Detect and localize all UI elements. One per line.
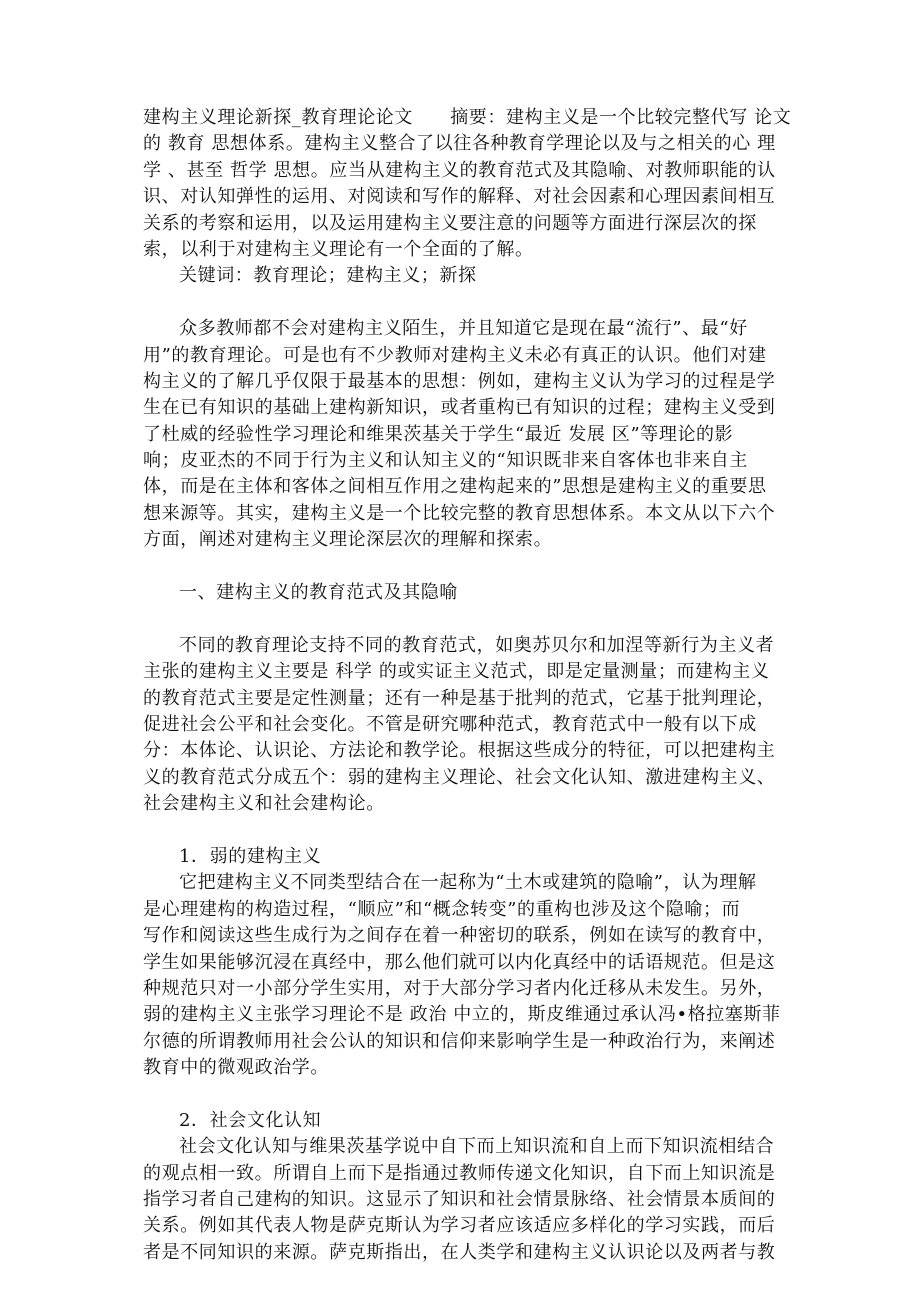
text-line: 弱的建构主义主张学习理论不是 政治 中立的，斯皮维通过承认冯•格拉塞斯菲 xyxy=(143,1004,781,1026)
text-line: 体，而是在主体和客体之间相互作用之建构起来的”思想是建构主义的重要思 xyxy=(143,476,767,498)
text-line: 者是不同知识的来源。萨克斯指出，在人类学和建构主义认识论以及两者与教 xyxy=(143,1241,776,1263)
text-line: 教育中的微观政治学。 xyxy=(143,1057,329,1079)
text-line: 学 、甚至 哲学 思想。应当从建构主义的教育范式及其隐喻、对教师职能的认 xyxy=(143,159,776,181)
text-line: 索，以利于对建构主义理论有一个全面的了解。 xyxy=(143,238,534,260)
text-line: 关系的考察和运用，以及运用建构主义要注意的问题等方面进行深层次的探 xyxy=(143,212,757,234)
subsection-heading: 1．弱的建构主义 xyxy=(179,845,322,867)
text-line: 是心理建构的构造过程，“顺应”和“概念转变”的重构也涉及这个隐喻；而 xyxy=(143,898,741,920)
text-line: 不同的教育理论支持不同的教育范式，如奥苏贝尔和加涅等新行为主义者 xyxy=(179,634,775,656)
subsection1-paragraph xyxy=(143,870,783,1081)
text-line: 的观点相一致。所谓自上而下是指通过教师传递文化知识，自下而上知识流是 xyxy=(143,1162,776,1184)
text-line: 众多教师都不会对建构主义陌生，并且知道它是现在最“流行”、最“好 xyxy=(179,318,748,340)
spacer xyxy=(143,290,783,316)
text-line: 了杜威的经验性学习理论和维果茨基关于学生“最近 发展 区”等理论的影 xyxy=(143,423,734,445)
text-line: 义的教育范式分成五个：弱的建构主义理论、社会文化认知、激进建构主义、 xyxy=(143,766,776,788)
text-line: 主张的建构主义主要是 科学 的或实证主义范式，即是定量测量；而建构主义 xyxy=(143,661,770,683)
text-line: 生在已有知识的基础上建构新知识，或者重构已有知识的过程；建构主义受到 xyxy=(143,397,776,419)
section-heading: 一、建构主义的教育范式及其隐喻 xyxy=(179,582,458,604)
spacer xyxy=(143,606,783,632)
document-page xyxy=(143,105,792,1266)
text-line: 写作和阅读这些生成行为之间存在着一种密切的联系，例如在读写的教育中， xyxy=(143,925,776,947)
text-line: 构主义的了解几乎仅限于最基本的思想：例如，建构主义认为学习的过程是学 xyxy=(143,370,776,392)
subsection2-paragraph xyxy=(143,1134,783,1266)
spacer xyxy=(143,554,783,580)
text-line: 尔德的所谓教师用社会公认的知识和信仰来影响学生是一种政治行为，来阐述 xyxy=(143,1030,776,1052)
text-line: 响；皮亚杰的不同于行为主义和认知主义的“知识既非来自客体也非来自主 xyxy=(143,450,748,472)
text-line: 用”的教育理论。可是也有不少教师对建构主义未必有真正的认识。他们对建 xyxy=(143,344,767,366)
subsection-heading: 2．社会文化认知 xyxy=(179,1109,322,1131)
spacer xyxy=(143,818,783,844)
text-line: 社会建构主义和社会建构论。 xyxy=(143,793,385,815)
text-line: 分：本体论、认识论、方法论和教学论。根据这些成分的特征，可以把建构主 xyxy=(143,740,776,762)
text-line: 识、对认知弹性的运用、对阅读和写作的解释、对社会因素和心理因素间相互 xyxy=(143,186,776,208)
text-line: 种规范只对一小部分学生实用，对于大部分学习者内化迁移从未发生。另外， xyxy=(143,977,776,999)
text-line: 的 教育 思想体系。建构主义整合了以往各种教育学理论以及与之相关的心 理 xyxy=(143,133,776,155)
intro-paragraph xyxy=(143,316,783,554)
text-line: 建构主义理论新探_教育理论论文 摘要：建构主义是一个比较完整代写 论文 xyxy=(143,107,792,128)
text-line: 的教育范式主要是定性测量；还有一种是基于批判的范式，它基于批判理论， xyxy=(143,687,776,709)
text-line: 社会文化认知与维果茨基学说中自下而上知识流和自上而下知识流相结合 xyxy=(179,1136,775,1158)
text-line: 它把建构主义不同类型结合在一起称为“土木或建筑的隐喻”，认为理解 xyxy=(179,872,757,894)
section1-paragraph xyxy=(143,633,783,818)
text-line: 学生如果能够沉浸在真经中，那么他们就可以内化真经中的话语规范。但是这 xyxy=(143,951,776,973)
text-line: 想来源等。其实，建构主义是一个比较完整的教育思想体系。本文从以下六个 xyxy=(143,502,776,524)
abstract-paragraph xyxy=(143,105,792,263)
text-line: 方面，阐述对建构主义理论深层次的理解和探索。 xyxy=(143,529,553,551)
text-line: 关系。例如其代表人物是萨克斯认为学习者应该适应多样化的学习实践，而后 xyxy=(143,1215,776,1237)
text-line: 促进社会公平和社会变化。不管是研究哪种范式，教育范式中一般有以下成 xyxy=(143,713,757,735)
keywords-line: 关键词：教育理论；建构主义；新探 xyxy=(179,265,477,287)
spacer xyxy=(143,1081,783,1107)
text-line: 指学习者自己建构的知识。这显示了知识和社会情景脉络、社会情景本质间的 xyxy=(143,1189,776,1211)
